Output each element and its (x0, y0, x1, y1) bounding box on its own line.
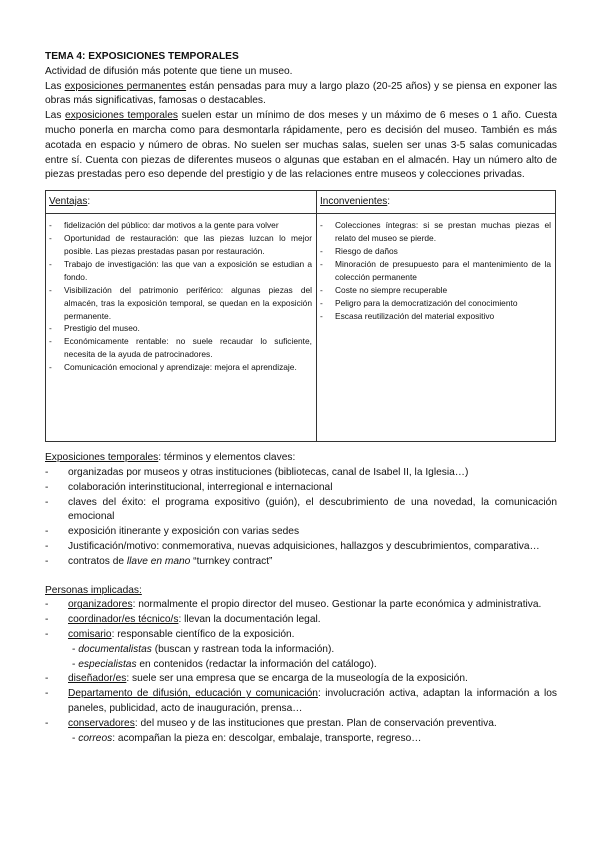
list-item: - Colecciones íntegras: si se prestan muchas piezas el relato del museo se pierde. (320, 219, 551, 245)
list-item: - Comunicación emocional y aprendizaje: mejora el aprendizaje. (49, 361, 312, 374)
ventajas-cell (46, 214, 317, 442)
personas-list (45, 598, 557, 642)
temporary-exhibitions-paragraph: Las exposiciones temporales suelen estar un mínimo de dos meses y un máximo de 6 meses o 1 año. Cuesta mucho ponerla en marcha como para desmontarla rápidamente, pero es decisión del museo. También es más acotada en espacio y número de obras. No suelen ser muchas salas, suelen ser unas 3-5 salas comunicadas entre sí. Cuenta con piezas de diferentes museos o algunas que estaban en el almacén. Hay un número alto de piezas prestadas pero eso depende del prestigio y de las relaciones entre museos y colecciones privadas. (45, 110, 557, 181)
list-item: - organizadores: normalmente el propio director del museo. Gestionar la parte económica y administrativa. (45, 598, 557, 613)
inconvenientes-header: Inconvenientes: (317, 191, 556, 214)
inconvenientes-list (320, 219, 551, 322)
list-item: - Minoración de presupuesto para el mantenimiento de la colección permanente (320, 258, 551, 284)
list-item: - conservadores: del museo y de las instituciones que prestan. Plan de conservación preventiva. (45, 717, 557, 732)
list-item: - contratos de llave en mano “turnkey contract” (45, 555, 557, 570)
terminos-list (45, 466, 557, 570)
personas-list-2 (45, 672, 557, 731)
terminos-heading: Exposiciones temporales: términos y elementos claves: (45, 452, 296, 464)
list-item: - fidelización del público: dar motivos a la gente para volver (49, 219, 312, 232)
list-item: - Trabajo de investigación: las que van a exposición se estudian a fondo. (49, 258, 312, 284)
list-item: - Visibilización del patrimonio periférico: algunas piezas del almacén, tras la exposición temporal, se quedan en la exposición permanente. (49, 284, 312, 323)
list-item: - Peligro para la democratización del conocimiento (320, 297, 551, 310)
intro-paragraph: Actividad de difusión más potente que tiene un museo. (45, 65, 293, 77)
personas-heading: Personas implicadas: (45, 584, 142, 596)
list-item: - diseñador/es: suele ser una empresa que se encarga de la museología de la exposición. (45, 672, 557, 687)
permanent-exhibitions-paragraph: Las exposiciones permanentes están pensadas para muy a largo plazo (20-25 años) y se piensa en exponer las obras más significativas, famosas o destacables. (45, 80, 557, 107)
document-page (45, 50, 557, 746)
list-item: - Coste no siempre recuperable (320, 284, 551, 297)
list-item: - Oportunidad de restauración: que las piezas luzcan lo mejor posible. Las piezas prestadas pasan por restauración. (49, 232, 312, 258)
list-item: - comisario: responsable científico de la exposición. (45, 628, 557, 643)
list-item: - Escasa reutilización del material expositivo (320, 310, 551, 323)
list-item: - Económicamente rentable: no suele recaudar lo suficiente, necesita de la ayuda de patrocinadores. (49, 335, 312, 361)
list-item: - coordinador/es técnico/s: llevan la documentación legal. (45, 613, 557, 628)
inconvenientes-cell (317, 214, 556, 442)
list-item: - Prestigio del museo. (49, 322, 312, 335)
page-title: TEMA 4: EXPOSICIONES TEMPORALES (45, 51, 239, 62)
sub-item-correos: - correos: acompañan la pieza en: descolgar, embalaje, transporte, regreso… (72, 732, 422, 744)
term-exposiciones-temporales: exposiciones temporales (65, 110, 178, 122)
list-item: - claves del éxito: el programa expositivo (guión), el descubrimiento de una novedad, la comunicación emocional (45, 496, 557, 526)
list-item: - Riesgo de daños (320, 245, 551, 258)
list-item: - exposición itinerante y exposición con varias sedes (45, 525, 557, 540)
list-item: - organizadas por museos y otras instituciones (bibliotecas, canal de Isabel II, la Iglesia…) (45, 466, 557, 481)
sub-item-especialistas: - especialistas en contenidos (redactar la información del catálogo). (72, 658, 377, 670)
ventajas-header: Ventajas: (46, 191, 317, 214)
list-item: - Departamento de difusión, educación y comunicación: involucración activa, adaptan la información a los paneles, publicidad, acto de inauguración, prensa… (45, 687, 557, 717)
ventajas-list (49, 219, 312, 374)
list-item: - Justificación/motivo: conmemorativa, nuevas adquisiciones, hallazgos y descubrimientos, comparativa… (45, 540, 557, 555)
term-exposiciones-permanentes: exposiciones permanentes (64, 80, 187, 92)
list-item: - colaboración interinstitucional, interregional e internacional (45, 481, 557, 496)
sub-item-documentalistas: - documentalistas (buscan y rastrean toda la información). (72, 643, 335, 655)
pros-cons-table (45, 190, 556, 442)
